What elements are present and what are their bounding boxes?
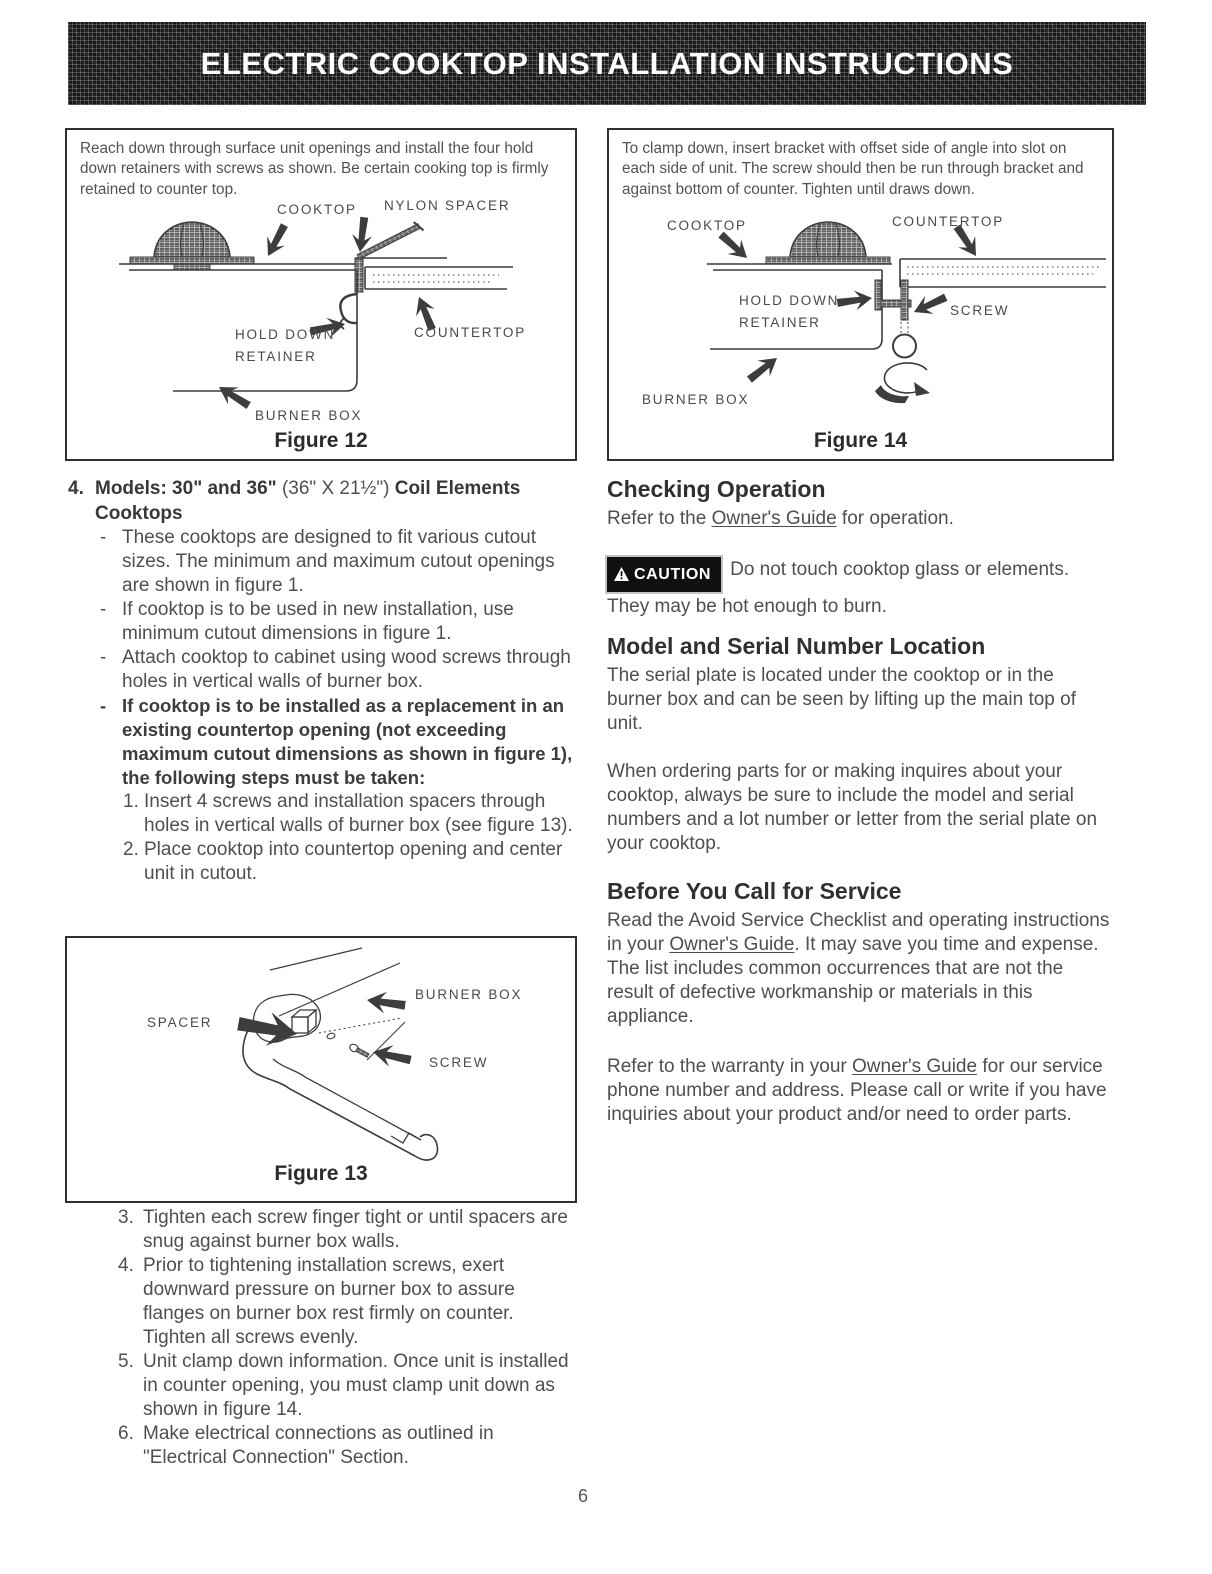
caution-text: Do not touch cooktop glass or elements. They may be hot enough to burn. xyxy=(607,559,1070,617)
step-item xyxy=(68,1254,580,1350)
step-item xyxy=(68,1350,580,1422)
owners-guide-ref: Owner's Guide xyxy=(852,1056,978,1077)
page-number: 6 xyxy=(578,1486,589,1506)
model-serial-paragraph-2: When ordering parts for or making inquires about your cooktop, always be sure to include the model and serial numbers and a lot number or letter from the serial plate on your cooktop. xyxy=(607,761,1098,854)
header-banner xyxy=(68,22,1146,105)
arrow-icon xyxy=(235,1007,300,1051)
bullet-marker: - xyxy=(100,527,107,548)
arrow-icon xyxy=(259,220,293,260)
step-text: Make electrical connections as outlined in "Electrical Connection" Section. xyxy=(143,1423,494,1468)
text-run: Read the Avoid Service Checklist and operating instructions in your xyxy=(607,910,1110,955)
fig12-label-countertop: COUNTERTOP xyxy=(414,325,527,340)
figure14-intro-text: To clamp down, insert bracket with offset side of angle into slot on each side of unit. The screw should then be run through bracket and against bottom of counter. Tighten until draws down. xyxy=(622,140,1084,198)
before-call-paragraph-2 xyxy=(607,1055,1113,1127)
step-item xyxy=(68,1422,580,1470)
heading-dimensions: (36" X 21½") xyxy=(276,478,395,499)
bullet-marker: - xyxy=(100,695,107,716)
bullet-marker: - xyxy=(100,647,107,668)
caution-badge-label: CAUTION xyxy=(634,566,712,583)
figure13-diagram xyxy=(67,938,571,1197)
figure12-intro-text: Reach down through surface unit openings and install the four hold down retainers with screws as shown. Be certain cooking top is firmly retained to counter top. xyxy=(80,140,549,198)
fig13-label-burner-box: BURNER BOX xyxy=(415,987,523,1002)
step-number: 5. xyxy=(118,1351,134,1372)
figure12-diagram xyxy=(67,130,571,455)
fig14-linework xyxy=(707,222,1106,403)
bullet-text: If cooktop is to be used in new installation, use minimum cutout dimensions in figure 1. xyxy=(122,599,514,644)
text-run: Refer to the warranty in your xyxy=(607,1056,852,1077)
left-column xyxy=(68,476,583,886)
owners-guide-ref: Owner's Guide xyxy=(711,508,837,529)
figure13-panel xyxy=(65,936,577,1203)
step-text: Tighten each screw finger tight or until spacers are snug against burner box walls. xyxy=(143,1207,568,1252)
screw-drawing xyxy=(348,1043,369,1059)
warning-triangle-icon xyxy=(614,567,629,581)
arrow-icon xyxy=(214,379,254,415)
burner-box-drawing xyxy=(710,270,882,349)
countertop-drawing xyxy=(365,267,513,289)
countertop-drawing xyxy=(900,259,1106,287)
step-item xyxy=(68,838,583,886)
knob-drawing xyxy=(154,222,230,257)
text-run: for our service phone number and address. Please call or write if you have inquiries about your product and/or need to order parts. xyxy=(607,1056,1107,1125)
fig14-label-burner-box: BURNER BOX xyxy=(642,392,750,407)
fig12-label-nylon-spacer: NYLON SPACER xyxy=(384,198,511,213)
step-number: 1. xyxy=(123,791,139,812)
bullet-item xyxy=(68,526,583,598)
step-item xyxy=(68,1206,580,1254)
section-4-heading xyxy=(68,476,583,526)
heading-bold-a: Models: 30" and 36" xyxy=(95,478,277,499)
fig13-label-spacer: SPACER xyxy=(147,1015,213,1030)
bullet-item xyxy=(68,598,583,646)
fig14-label-cooktop: COOKTOP xyxy=(667,218,747,233)
fig12-label-hold-down: HOLD DOWN xyxy=(235,327,336,342)
figure12-panel xyxy=(65,128,577,461)
screw-drawing xyxy=(901,280,908,320)
fig14-label-screw: SCREW xyxy=(950,303,1010,318)
arrow-icon xyxy=(836,288,873,313)
fig14-caption: Figure 14 xyxy=(813,429,908,452)
spacer-drawing xyxy=(292,1010,316,1033)
fig14-label-hold-down: HOLD DOWN xyxy=(739,293,840,308)
before-call-paragraph-1 xyxy=(607,909,1113,1029)
step-text: Prior to tightening installation screws, exert downward pressure on burner box to assure flanges on burner box rest firmly on counter. Tighten all screws evenly. xyxy=(143,1255,515,1348)
checking-operation-heading: Checking Operation xyxy=(607,476,826,502)
step-number: 3. xyxy=(118,1207,134,1228)
model-serial-paragraph-1: The serial plate is located under the cooktop or in the burner box and can be seen by lifting up the main top of unit. xyxy=(607,665,1076,734)
steps-after-figure13 xyxy=(68,1206,580,1470)
fig12-caption: Figure 12 xyxy=(274,429,368,452)
burner-box-drawing xyxy=(243,1030,438,1160)
arrow-icon xyxy=(743,350,783,387)
text-run: Refer to the xyxy=(607,508,712,529)
bullet-marker: - xyxy=(100,599,107,620)
arrow-icon xyxy=(371,1041,413,1071)
step-number: 6. xyxy=(118,1423,134,1444)
bullet-item-bold xyxy=(68,694,583,790)
step-number: 4. xyxy=(118,1255,134,1276)
bullet-item xyxy=(68,646,583,694)
caution-paragraph xyxy=(607,555,1113,621)
bullet-text: Attach cooktop to cabinet using wood screws through holes in vertical walls of burner box. xyxy=(122,647,571,692)
text-run: for operation. xyxy=(836,508,954,529)
fig12-label-burner-box: BURNER BOX xyxy=(255,408,363,423)
checking-operation-paragraph xyxy=(607,507,1113,531)
fig13-label-screw: SCREW xyxy=(429,1055,489,1070)
retainer-drawing xyxy=(875,280,881,310)
bullet-text: These cooktops are designed to fit various cutout sizes. The minimum and maximum cutout openings are shown in figure 1. xyxy=(122,527,555,596)
figure14-panel xyxy=(607,128,1114,461)
knob-drawing xyxy=(790,222,866,257)
fig14-label-retainer: RETAINER xyxy=(739,315,821,330)
fig12-label-cooktop: COOKTOP xyxy=(277,202,357,217)
arrow-icon xyxy=(910,288,950,321)
step-number: 2. xyxy=(123,839,139,860)
fig12-label-retainer: RETAINER xyxy=(235,349,317,364)
fig12-arrows xyxy=(214,216,442,414)
fig13-caption: Figure 13 xyxy=(274,1162,368,1185)
step-text: Unit clamp down information. Once unit is installed in counter opening, you must clamp unit down as shown in figure 14. xyxy=(143,1351,569,1420)
fig14-label-countertop: COUNTERTOP xyxy=(892,214,1005,229)
bullet-text: If cooktop is to be installed as a replacement in an existing countertop opening (not exceeding maximum cutout dimensions as shown in figure 1), the following steps must be taken: xyxy=(122,695,573,788)
fig13-linework xyxy=(243,948,438,1160)
text-run: . It may save you time and expense. The list includes common occurrences that are not the result of defective workmanship or materials in this appliance. xyxy=(607,934,1099,1027)
model-serial-heading: Model and Serial Number Location xyxy=(607,633,986,659)
step-text: Insert 4 screws and installation spacers through holes in vertical walls of burner box (see figure 13). xyxy=(144,791,573,836)
fig13-arrows xyxy=(235,989,412,1071)
step-item xyxy=(68,790,583,838)
right-column xyxy=(607,476,1113,1127)
caution-badge xyxy=(607,557,721,592)
step-text: Place cooktop into countertop opening and center unit in cutout. xyxy=(144,839,563,884)
page-title: ELECTRIC COOKTOP INSTALLATION INSTRUCTIONS xyxy=(200,45,1014,81)
before-call-heading: Before You Call for Service xyxy=(607,878,902,904)
owners-guide-ref: Owner's Guide xyxy=(669,934,795,955)
heading-bold-b: Coil Elements Cooktops xyxy=(95,478,521,524)
fig12-linework xyxy=(119,220,513,391)
arrow-icon xyxy=(365,989,406,1016)
section-number: 4. xyxy=(68,478,84,499)
